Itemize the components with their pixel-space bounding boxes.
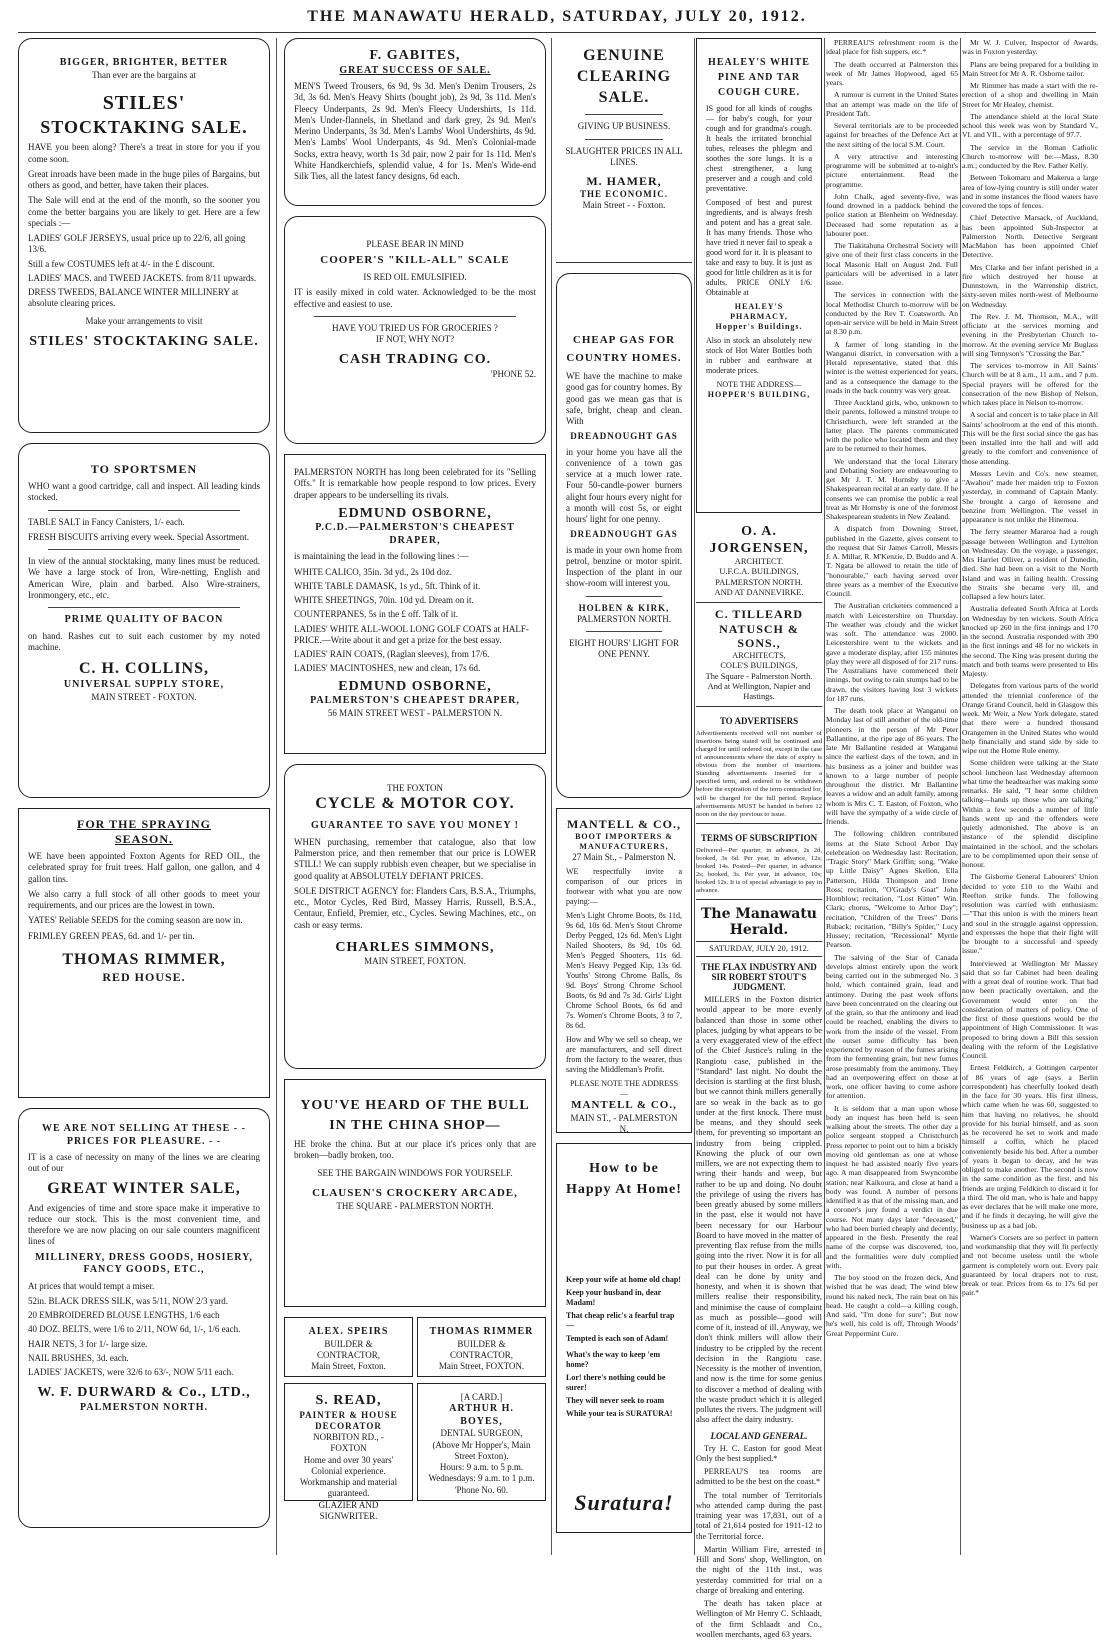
- durward-name: W. F. DURWARD & Co., LTD.,: [37, 1385, 251, 1401]
- divider: [586, 631, 662, 632]
- jorgensen-name: O. A. JORGENSEN,: [709, 524, 809, 557]
- local-news: [696, 1444, 822, 1641]
- rimmer-para: We also carry a full stock of all other goods to meet your requirements, and our prices are the lowest in town.: [28, 888, 260, 910]
- collins-name: C. H. COLLINS,: [78, 660, 210, 677]
- herald-title: The Manawatu Herald.: [701, 905, 817, 938]
- healey-para: Also in stock an absolutely new stock of Hot Water Bottles both in rubber and earthware at moderate prices.: [706, 336, 812, 375]
- news-item: The death took place at Wanganui on Monday last of still another of the old-time pioneers in the person of Mr Peter Ballantine, at the ripe age of 86 years. The late Mr Ballantine resided at Wanganui since the earliest days of the town, and in his business as a joiner and builder was known to a large number of people throughout the district. Mr Ballantine leaves a widow and an adult family, among whom is Mrs C. T. Easton, of Foxton, who will have the sympathy of a wide circle of friends.: [826, 706, 958, 826]
- simmons-para: SOLE DISTRICT AGENCY for: Flanders Cars, B.S.A., Triumphs, etc., Motor Cycles, Red Bird, Massey Harris, Russell, B.S.A., Centaur, Enfield, Premier, etc., Cycles. Sewing Machines, etc., on cash or easy terms.: [294, 885, 536, 930]
- rimmer-house: RED HOUSE.: [102, 969, 186, 984]
- simmons-para: WHEN purchasing, remember that catalogue, also that low Palmerston price, and then remember that our price is LOWER STILL! We can supply rubbish even cheaper, but we specialise in good quality at ABSOLUTELY DEFIANT PRICES.: [294, 836, 536, 881]
- column-divider: [276, 38, 277, 1555]
- mantell-para: Men's Light Chrome Boots, 8s 11d, 9s 6d, 10s 6d. Men's Stout Chrome Derby Pegged, 12s 6d. Men's Light Nailed Shooters, 8s 9d, 10s 6d. Men's Pegged Shooters, 11s 6d. Men's Heavy Pegged Kip, 13s 6d. Youths' Strong Chrome Balls, 8s 9d. Boys' Strong Chrome School Boots, 6s 9d and 7s 3d. Girls' Light Chrome School Boots, 6s 6d and 7s. Women's Chrome Boots, 3 to 7, 8s 6d.: [566, 911, 682, 1031]
- list-item: That cheap relic's a fearful trap—: [566, 1311, 675, 1330]
- gabites-advert: [284, 38, 546, 206]
- jorgensen-address: U.F.C.A. BUILDINGS, PALMERSTON NORTH.: [715, 567, 803, 587]
- boyes-name: ARTHUR H. BOYES,: [449, 1403, 514, 1427]
- rimmer-builder-trade: BUILDER & CONTRACTOR,: [449, 1338, 514, 1360]
- news-item: Three Auckland girls, who, unknown to their parents, followed a minstrel troupe to Christchurch, were left stranded at the latter place. The parents communicated with the police who located them and they are to be returned to their homes.: [826, 398, 958, 454]
- list-item: LADIES' MACINTOSHES, new and clean, 17s 6d.: [294, 663, 481, 674]
- rimmer-para: FRIMLEY GREEN PEAS, 6d. and 1/- per tin.: [28, 930, 195, 941]
- divider: [48, 607, 240, 608]
- cheap-gas-footer: EIGHT HOURS' LIGHT FOR ONE PENNY.: [568, 638, 680, 660]
- read-trade: PAINTER & HOUSE DECORATOR: [299, 1409, 398, 1431]
- article-paragraph: MILLERS in the Foxton district would appear to be more evenly balanced than those in some other places, judging by what appears to be a very exaggerated view of the effect of the Chief Justice's ruling in the Rangiotu case, published in the "Standard" last night. No doubt the decision is startling at the first blush, but we cannot think millers generally are so weak in the back as to go under at the first knock. There must be means, and they should seek them, for preventing so important an industry from being crippled. Knowing the pluck of our own millers, we are not expecting them to wring their hands and weep, but rather to be up and doing. No doubt the privilege of using the rivers has been greatly abused by some millers in the past, else it would not have been necessary for our Harbour Board to have moved in the matter of preventing flax refuse from the mills going into the river. Now it is for all to put their houses in order. A great deal can be done by unity and honesty, and when it is shown that millers realise their responsibility, and minimise the cause of complaint as much as possible—good will come of it, instead of ill. Anyway, we don't think millers will allow their industry to be crippled by the recent decision in the Rangiotu case. Necessity is the mother of invention, and now is the time for some genius to discover a method of dealing with the waste product which it is alleged pollutes the rivers. The judgment will also affect the dairy industry.: [696, 995, 822, 1425]
- hamer-address: Main Street - - Foxton.: [582, 200, 666, 211]
- speirs-address: Main Street, Foxton.: [311, 1361, 386, 1371]
- news-item: The following children contributed items at the State School Arbor Day celebration on Wednesday last: Recitation, "Tragic Story" Mark Griffin; song, "Wake up Little Daisy" Agnes Skellon, Ella Patterson, Hilda Thompson and Irene Ross; recitation, "O'Grady's Goat" John Hornblow; recitation, "Lost Kitten" Win. Clark; chorus, "Welcome to Arbor Day"; recitation, "Children of the Trees" Doris Ruback; recitation, "Billy's Spider," Lucy Hussey; recitation, "Recessional" Myrtle Pearson.: [826, 829, 958, 950]
- durward-sale-title: GREAT WINTER SALE,: [47, 1179, 241, 1197]
- divider: [585, 114, 663, 115]
- cash-trading-line: IS RED OIL EMULSIFIED.: [363, 272, 467, 282]
- durward-para: At prices that would tempt a miser.: [28, 1280, 155, 1291]
- durward-items: [28, 1296, 260, 1379]
- news-item: Ernest Feldkirch, a Gottingen carpenter of 86 years of age (says a Berlin correspondent) has cheerfully looked death in the face for 30 years. His first illness, which came when he was 60, suggested to him that having no relatives, he should provide for his burial himself, and as soon as he recovered he set to work and made himself a coffin, which he placed conveniently beside his bed. After a number of years it began to decay, and he was obliged to make another. The second is now in the same condition as the first, and his friends are urging Feldkirch to discard it for a third. The old man, who is hale and happy as ever declares that he will make one more, and if he finds it decaying, he will give the business up as a bad job.: [962, 1063, 1098, 1230]
- news-item: The Rev. J. M. Thomson, M.A., will officiate at the services morning and evening in the Presbyterian Church to-morrow. At the evening service Mr Buglass will sing Tennyson's "Crossing the Bar.": [962, 311, 1098, 358]
- cheap-gas-para: is made in your own home from petrol, benzine or motor spirit. Inspection of the plant in our show-room will interest you.: [566, 544, 682, 589]
- column-5: [826, 38, 958, 1555]
- list-item: Keep your husband in, dear Madam!: [566, 1288, 662, 1307]
- cheap-gas-heading: DREADNOUGHT GAS: [570, 529, 678, 540]
- osborne-advert: [284, 454, 546, 754]
- boyes-hours: Hours: 9 a.m. to 5 p.m. Wednesdays: 9 a.m. to 1 p.m.: [428, 1462, 535, 1484]
- list-item: LADIES' JACKETS, were 32/6 to 63/-, NOW 5/11 each.: [28, 1367, 234, 1377]
- stiles-sale-title: STOCKTAKING SALE.: [40, 116, 248, 137]
- list-item: WHITE TABLE DAMASK, 1s yd., 5ft. Think of it.: [294, 580, 481, 591]
- stiles-para: The Sale will end at the end of the month, so the sooner you come the better bargains you are likely to get. Here are a few specials :—: [28, 195, 260, 228]
- news-item: Plans are being prepared for a building in Main Street for Mr A. R. Osborne tailor.: [962, 59, 1098, 78]
- news-item: Mr Rimmer has made a start with the re-erection of a shop and dwelling in Main Street for Mr Healey, chemist.: [962, 81, 1098, 109]
- collins-store: UNIVERSAL SUPPLY STORE,: [63, 679, 225, 690]
- osborne-para: is maintaining the lead in the following lines :—: [294, 551, 469, 562]
- osborne-address: 56 MAIN STREET WEST - PALMERSTON N.: [327, 707, 503, 718]
- rimmer-builder-advert: [417, 1317, 546, 1377]
- stiles-name: STILES': [102, 91, 186, 114]
- column-2: [284, 38, 546, 1521]
- cheap-gas-title: CHEAP GAS FOR COUNTRY HOMES.: [566, 334, 682, 364]
- mantell-name: MANTELL & CO.,: [566, 817, 681, 831]
- hamer-name: M. HAMER,: [586, 174, 662, 189]
- news-item: The Tiakitahuna Orchestral Society will give one of their first class concerts in the local Masonic Hall on August 2nd. Full particulars will be advertised in a later issue.: [826, 241, 958, 287]
- osborne-name: EDMUND OSBORNE,: [338, 505, 492, 521]
- news-item: The services in connection with the local Methodist Church to-morrow will be conducted by the Rev T. Coatsworth. An open-air service will be held in Main Street at 8.30 p.m.: [826, 290, 958, 337]
- list-item: 40 DOZ. BELTS, were 1/6 to 2/11, NOW 6d, 1/-, 1/6 each.: [28, 1324, 241, 1335]
- collins-para: on hand. Rashes cut to suit each customer by my noted machine.: [28, 630, 260, 652]
- divider: [586, 596, 662, 597]
- simmons-title: CYCLE & MOTOR COY.: [315, 795, 515, 813]
- news-item: A rumour is current in the United States that an attempt was made on the life of President Taft.: [826, 90, 958, 118]
- simmons-advert: [284, 764, 546, 1069]
- leader-heading: THE FLAX INDUSTRY AND SIR ROBERT STOUT'S JUDGMENT.: [701, 962, 817, 992]
- stiles-specials: [28, 233, 260, 310]
- collins-para: WHO want a good cartridge, call and inspect. All leading kinds stocked.: [28, 481, 260, 503]
- cheap-gas-heading: DREADNOUGHT GAS: [570, 431, 678, 442]
- rimmer-name: THOMAS RIMMER,: [62, 950, 226, 968]
- clausen-advert: [284, 1079, 546, 1307]
- column-6: [962, 38, 1098, 1555]
- simmons-name: CHARLES SIMMONS,: [335, 939, 495, 955]
- boyes-phone: 'Phone No. 60.: [454, 1484, 509, 1495]
- tilleard-building: COLE'S BUILDINGS,: [720, 661, 798, 671]
- suratura-brand: Suratura!: [574, 1490, 674, 1515]
- masthead: THE MANAWATU HERALD, SATURDAY, JULY 20, 1912.: [307, 8, 807, 25]
- suratura-title: How to be Happy At Home!: [566, 1161, 682, 1197]
- read-name: S. READ,: [315, 1393, 382, 1408]
- list-item: NAIL BRUSHES, 3d. each.: [28, 1352, 129, 1363]
- suratura-verse: [566, 1275, 682, 1419]
- masthead-rule: [18, 32, 1096, 33]
- durward-advert: [18, 1108, 270, 1528]
- column-divider: [694, 38, 695, 1555]
- news-item: The salving of the Star of Canada develops almost entirely upon the work being carried out in the submerged No. 3 hold, which contained grain, lead and antimony. During the past week efforts have been concentrated on the clearing out of the grain, so that the antimony and lead could be reached, enabling the divers to work from the inside of the vessel. From the outset some difficulty has been experienced by reason of the fumes arising from the fermenting grain, but new fumes arose presumably from the antimony. They had an overpowering effect on those at work, one officer having to come ashore for attention.: [826, 952, 958, 1101]
- hamer-advert: [556, 38, 692, 263]
- list-item: While your tea is SURATURA!: [566, 1409, 673, 1418]
- mantell-name: MANTELL & CO.,: [571, 1099, 677, 1112]
- tilleard-name: C. TILLEARD NATUSCH & SONS.,: [714, 607, 804, 651]
- healey-advert: [696, 38, 822, 513]
- speirs-name: ALEX. SPEIRS: [308, 1326, 389, 1337]
- list-item: DRESS TWEEDS, BALANCE WINTER MILLINERY at absolute clearing prices.: [28, 287, 239, 309]
- leader-article: [696, 995, 822, 1426]
- osborne-items: [294, 567, 536, 675]
- list-item: What's the way to keep 'em home?: [566, 1350, 660, 1369]
- column-1: [18, 38, 270, 1538]
- news-item: PERREAU'S refreshment room is the ideal place for fish suppers, etc.*: [826, 38, 958, 57]
- cash-trading-line: PLEASE BEAR IN MIND: [366, 239, 464, 249]
- divider: [585, 139, 663, 140]
- advertisers-body: Advertisements received will not number of insertions being stated will be continued and charged for until ordered out, except in the case of announcements where the date of expiry is obvious from the number of insertions. Standing advertisements inserted for a specified term, and ordered to be withdrawn before the expiration of the term contracted for, will be charged for the full period. Replace advertisements MUST be handed in before 12 noon on the day previous to issue.: [696, 730, 822, 818]
- mantell-note: PLEASE NOTE THE ADDRESS—: [569, 1079, 679, 1099]
- news-item: The Gisborne General Labourers' Union decided to vote £10 to the Waihi and Reefton strike funds. The following resolution was carried with enthusiasm:—"That this union is with the miners heart and soul in the struggle against oppression, and expresses the hope that their fight will be brought to a successful and speedy issue.": [962, 872, 1098, 956]
- boyes-advert: [417, 1383, 546, 1501]
- gabites-name: F. GABITES,: [369, 48, 461, 63]
- news-item: Interviewed at Wellington Mr Massey said that so far Cabinet had been dealing with a great deal of routine work. That had now been practically overtaken, and the Government would enter on the consideration of matters of policy. One of the first of those questions would be the appointment of High Commissioner. It was proposed to bring down a Bill this session dealing with the reform of the Legislative Council.: [962, 958, 1098, 1060]
- news-item: The attendance shield at the local State school this week was won by Standard V., VI. and VII., with a percentage of 97.7.: [962, 111, 1098, 140]
- read-line: Workmanship and material guaranteed.: [299, 1477, 398, 1499]
- collins-advert: [18, 443, 270, 798]
- news-item: The service in the Roman Catholic Church to-morrow will be:—Mass, 8.30 a.m.; conducted by the Rev. Father Kelly.: [962, 142, 1098, 170]
- hamer-title: GENUINE CLEARING SALE.: [576, 47, 672, 106]
- tilleard-card: [696, 603, 822, 707]
- news-item: The Australian cricketers commenced a match with Leicestershire on Thursday. The weather was cloudy and the wicket was soft. The attendance was 2000. Leicestershire went to the wickets and gave a moderate display, after 155 minutes play they were all disposed of for 217 runs. The Australians have commenced their innings, but owing to rain stumps had to be drawn, the visitors having lost 3 wickets for 187 runs.: [826, 601, 958, 703]
- bacon-heading: PRIME QUALITY OF BACON: [64, 614, 224, 625]
- builders-row: [284, 1317, 546, 1377]
- cash-trading-name: CASH TRADING CO.: [338, 352, 492, 368]
- list-item: LADIES' RAIN COATS, (Raglan sleeves), from 17/6.: [294, 649, 490, 659]
- clausen-address: THE SQUARE - PALMERSTON NORTH.: [336, 1200, 494, 1211]
- news-item: The total number of Territorials who attended camp during the past training year was 17,831, out of a total of 21,614 posted for 1911-12 to the Territorial force.: [696, 1490, 822, 1541]
- mantell-trade: BOOT IMPORTERS & MANUFACTURERS,: [575, 832, 673, 851]
- durward-para: And exigencies of time and store space make it imperative to reduce our stock. This is the most convenient time, and therefore we are now placing on our sale counters magnificent lines of: [28, 1202, 260, 1247]
- subscription-title: TERMS OF SUBSCRIPTION: [700, 832, 818, 843]
- read-line: Home and over 30 years' Colonial experience.: [303, 1454, 394, 1476]
- mantell-address: 27 Main St., - Palmerston N.: [572, 852, 676, 862]
- column-divider: [960, 38, 961, 1555]
- rimmer-builder-address: Main Street, FOXTON.: [438, 1361, 525, 1371]
- news-item: Between Tokomaru and Makerua a large area of low-lying country is still under water and in some instances the flood waters have covered the tops of fences.: [962, 173, 1098, 210]
- osborne-name: EDMUND OSBORNE,: [338, 678, 492, 694]
- collins-para: In view of the annual stocktaking, many lines must be reduced. We have a large stock of Iron, Wire-netting, English and American Wire, plain and barbed. Also Wire-strainers, Ironmongery, etc., etc.: [28, 556, 260, 600]
- healey-para: IS good for all kinds of coughs — for baby's cough, for your cough and for grandma's cough. It heals the irritated bronchial tubes, releases the phlegm and soothes the sore lungs. It is a chest strengthener, a lung preserver and a cough and cold preventative.: [706, 104, 812, 193]
- list-item: COUNTERPANES, 5s in the £ off. Talk of it.: [294, 609, 458, 620]
- news-item: Messrs Levin and Co's. new steamer, "Awahou" made her maiden trip to Foxton yesterday, in command of Captain Manly. She brought a cargo of kerosene and benzine from Wellington. The vessel in appearance is not unlike the Hinemoa.: [962, 468, 1098, 524]
- list-item: LADIES' MACS. and TWEED JACKETS. from 8/11 upwards.: [28, 272, 257, 283]
- stiles-tagline: BIGGER, BRIGHTER, BETTER: [59, 57, 229, 68]
- list-item: They will never seek to roam: [566, 1396, 665, 1405]
- list-item: 20 EMBROIDERED BLOUSE LENGTHS, 1/6 each: [28, 1310, 220, 1320]
- jorgensen-address: AND AT DANNEVIRKE.: [714, 587, 804, 597]
- divider: [314, 316, 516, 317]
- boyes-card: [A CARD.]: [460, 1392, 503, 1402]
- news-item: The death occurred at Palmerston this week of Mr James Hopwood, aged 65 years.: [826, 59, 958, 87]
- stiles-para: HAVE you been along? There's a treat in store for you if you come soon.: [28, 142, 260, 164]
- mantell-advert: [556, 808, 692, 1133]
- hamer-subtitle: THE ECONOMIC.: [579, 189, 668, 200]
- tilleard-address: And at Wellington, Napier and Hastings.: [707, 681, 811, 702]
- sportsmen-title: TO SPORTSMEN: [90, 462, 198, 476]
- holben-kirk-advert: [556, 273, 692, 798]
- tilleard-address: The Square - Palmerston North.: [705, 671, 813, 681]
- jorgensen-trade: ARCHITECT.: [734, 557, 784, 567]
- osborne-subtitle: P.C.D.—PALMERSTON'S CHEAPEST DRAPER,: [315, 522, 515, 546]
- gabites-heading: GREAT SUCCESS OF SALE.: [339, 64, 491, 76]
- news-item: Mr W. J. Culver, Inspector of Awards, was in Foxton yesterday.: [962, 38, 1098, 57]
- cash-trading-advert: [284, 216, 546, 444]
- hamer-line: GIVING UP BUSINESS.: [577, 121, 671, 132]
- cash-trading-line: IF NOT, WHY NOT?: [375, 334, 455, 344]
- list-item: WHITE SHEETINGS, 70in. 10d yd. Dream on it.: [294, 595, 474, 605]
- list-item: WHITE CALICO, 35in. 3d yd., 2s 10d doz.: [294, 566, 452, 577]
- news-item: The ferry steamer Mararoa had a rough passage between Wellington and Lyttelton on Wednesday. On the voyage, a passenger, Mrs Harriet Olliver, a resident of Dunedin, died. She had been on a visit to the North Island and was in failing health. Crossing the Straits she became very ill, and collapsed a few hours later.: [962, 527, 1098, 601]
- news-item: The death has taken place at Wellington of Mr Henry C. Schlaadt, of the firm Schlaadt and Co., woollen merchants, aged 63 years.: [696, 1599, 822, 1639]
- simmons-line: THE FOXTON: [386, 783, 444, 793]
- news-item: Chief Detective Marsack, of Auckland, has been appointed Sub-Inspector at Palmerston North. Detective Sergeant MacMahon has been appointed Chief Detective.: [962, 213, 1098, 260]
- cards-row: [284, 1383, 546, 1521]
- spraying-title: SEASON.: [114, 832, 174, 846]
- list-item: Still a few COSTUMES left at 4/- in the £ discount.: [28, 258, 215, 269]
- tilleard-trade: ARCHITECTS,: [732, 651, 786, 661]
- news-item: We understand that the local Literary and Debating Society are endeavouring to get Mr J. T. M. Hornsby to give a Shakespearean recital at an early date. If he consents we can promise the public a real treat as Mr Hornsby is one of the foremost Shakespearean students in New Zealand.: [826, 456, 958, 521]
- news-item: Martin William Fire, arrested in Hill and Sons' shop, Wellington, on the night of the 11th inst., was yesterday committed for trial on a charge of breaking and entering.: [696, 1544, 822, 1595]
- cash-trading-line: HAVE YOU TRIED US FOR GROCERIES ?: [332, 322, 498, 333]
- news-item: Delegates from various parts of the world attended the triennial conference of the Orange Grand Council, held in Glasgow this week. Mr Weir, a New York delegate, stated that there were a hundred thousand Orangemen in the United States who would help financially and stand side by side to wipe out the Home Rule enemy.: [962, 681, 1098, 755]
- news-item: PERREAU'S tea rooms are admitted to be the best on the coast.*: [696, 1467, 822, 1487]
- collins-address: MAIN STREET - FOXTON.: [91, 691, 197, 702]
- clausen-para: SEE THE BARGAIN WINDOWS FOR YOURSELF.: [317, 1167, 513, 1178]
- durward-lines: MILLINERY, DRESS GOODS, HOSIERY, FANCY GOODS, ETC.,: [35, 1251, 253, 1275]
- cash-trading-line: COOPER'S "KILL-ALL" SCALE: [320, 254, 510, 267]
- boyes-trade: DENTAL SURGEON,: [440, 1428, 523, 1439]
- durward-tagline: WE ARE NOT SELLING AT THESE - - PRICES FOR PLEASURE. - -: [42, 1123, 246, 1147]
- news-item: A social and concert is to take place in All Saints' schoolroom at the end of this month. This will be the first social since the gas has been installed into the hall and will add greatly to the comfort and convenience of those attending.: [962, 410, 1098, 466]
- news-item: The services to-morrow in All Saints' Church will be at 8 a.m., 11 a.m., and 7 p.m. Special prayers will be offered for the consecration of the new Bishop of Nelson, which takes place in Nelson to-morrow.: [962, 361, 1098, 407]
- stiles-intro: Than ever are the bargains at: [91, 69, 197, 80]
- mantell-address: MAIN ST., - PALMERSTON N.: [570, 1113, 678, 1135]
- news-item: A dispatch from Downing Street, published in the Gazette, gives consent to the request that Sir James Carroll, Messrs J. A. Millar, R. M'Kenzie, D. Buddo and A. T. Ngata be allowed to retain the title of "honourable," each having served over three years as a member of the Executive Council.: [826, 524, 958, 598]
- healey-note: NOTE THE ADDRESS—: [716, 380, 802, 389]
- stiles-footer: STILES' STOCKTAKING SALE.: [29, 333, 259, 349]
- news-item: Australia defeated South Africa at Lords on Wednesday by ten wickets. South Africa knocked up 260 in the first innings and 170 in the second. Australia responded with 390 in the first innings and 48 for no wickets in the second. The King was present during the match and both teams were presented to His Majesty.: [962, 604, 1098, 678]
- news-item: Mrs Clarke and her infant perished in a fire which destroyed her house at Dunnstown, in the Warrenship district, sixty-seven miles north-west of Melbourne on Wednesday.: [962, 262, 1098, 309]
- mantell-para: WE respectfully invite a comparison of our prices in footwear with what you are now paying:—: [566, 867, 682, 907]
- hamer-line: SLAUGHTER PRICES IN ALL LINES.: [565, 145, 683, 167]
- collins-para: FRESH BISCUITS arriving every week. Special Assortment.: [28, 531, 249, 542]
- list-item: Keep your wife at home old chap!: [566, 1275, 681, 1284]
- mantell-para: How and Why we sell so cheap, we are manufacturers, and sell direct from the factory to the wearer, thus saving the Middleman's Profit.: [566, 1035, 682, 1075]
- healey-pharmacy: HEALEY'S PHARMACY,: [730, 302, 788, 321]
- simmons-guarantee: GUARANTEE TO SAVE YOU MONEY !: [310, 820, 519, 832]
- list-item: LADIES' WHITE ALL-WOOL LONG GOLF COATS at HALF-PRICE.—Write about it and get a prize for the best essay.: [294, 623, 529, 645]
- column-divider: [824, 38, 825, 1555]
- column-3: [556, 38, 692, 1543]
- news-item: A very attractive and interesting programme will be submitted at to-night's picture entertainment. Read the programme.: [826, 151, 958, 189]
- column-divider: [551, 38, 552, 1555]
- advertisers-notice: [696, 707, 822, 823]
- clausen-name: CLAUSEN'S CROCKERY ARCADE,: [312, 1186, 518, 1199]
- healey-address: HOPPER'S BUILDING,: [707, 390, 811, 399]
- suratura-advert: [556, 1143, 692, 1533]
- jorgensen-card: [696, 523, 822, 603]
- osborne-para: PALMERSTON NORTH has long been celebrated for its "Selling Offs." It is remarkable how people respond to low prices. Every draper appears to be underselling its rivals.: [294, 467, 536, 500]
- boyes-address: (Above Mr Hopper's, Main Street Foxton).: [432, 1439, 531, 1461]
- read-address: NORBITON RD., - FOXTON: [313, 1432, 384, 1454]
- list-item: Tempted is each son of Adam!: [566, 1334, 669, 1343]
- collins-para: TABLE SALT in Fancy Canisters, 1/- each.: [28, 516, 185, 527]
- rimmer-advert: [18, 808, 270, 1098]
- news-item: Several territorials are to be proceeded against for breaches of the Defence Act at the next sitting of the local S.M. Court.: [826, 121, 958, 149]
- durward-para: IT is a case of necessity on many of the lines we are clearing out of our: [28, 1152, 260, 1174]
- herald-date: SATURDAY, JULY 20, 1912.: [696, 941, 822, 957]
- read-line: GLAZIER AND SIGNWRITER.: [318, 1499, 379, 1521]
- subscription-body: Delivered—Per quarter, in advance, 2s 2d, booked, 3s 6d. Per year, in advance, 12s; booked 14s. Posted—Per quarter, in advance 2s; booked, 3s. Per year, in advance, 10s; booked 12s. It is of special advantage to pay in advance.: [696, 846, 822, 894]
- news-item: A farmer of long standing in the Wanganui district, in conversation with a Herald representative, stated that this winter is the wettest experienced for years, and as a consequence the damage to the roads in the back country was very great.: [826, 339, 958, 395]
- healey-para: Composed of best and purest ingredients, and is always fresh and potent and has a great sale. It has many friends. Those who have tried it never fail to speak a good word for it. It is pleasant to take and easy to buy. It is just as good for little children as it is for adults. PRICE ONLY 1/6. Obtainable at: [706, 198, 812, 297]
- advertisers-title: TO ADVERTISERS: [719, 716, 799, 727]
- cheap-gas-para: WE have the machine to make good gas for country homes. By good gas we mean gas that is safe, bright, cheap and clean. With: [566, 371, 682, 427]
- rimmer-para: WE have been appointed Foxton Agents for RED OIL, the celebrated spray for fruit trees. Half gallon, one gallon, and 4 gallon tins.: [28, 851, 260, 884]
- healey-building: Hopper's Buildings.: [715, 322, 803, 331]
- news-item: Some children were talking at the State school luncheon last Wednesday afternoon what time the headteacher was making some remarks. He said, "I hear some children talking—hands up those who are talking." Within a few seconds a number of little hands went up and the offenders were quietly admonished. The above is an instance of the splendid discipline maintained in the school, and the scholars are to be complimented upon their sense of honour.: [962, 758, 1098, 869]
- stiles-para: Great inroads have been made in the huge piles of Bargains, but others as good, and better, have taken their places.: [28, 168, 260, 190]
- list-item: 52in. BLACK DRESS SILK, was 5/11, NOW 2/3 yard.: [28, 1295, 228, 1306]
- cash-trading-phone: 'PHONE 52.: [490, 368, 536, 379]
- stiles-advert: [18, 38, 270, 433]
- osborne-subtitle: PALMERSTON'S CHEAPEST DRAPER,: [310, 695, 520, 706]
- holben-kirk-address: PALMERSTON NORTH.: [577, 613, 671, 624]
- read-advert: [284, 1383, 413, 1521]
- suratura-illustration: [566, 1212, 682, 1272]
- rimmer-builder-name: THOMAS RIMMER: [429, 1326, 534, 1337]
- holben-kirk-name: HOLBEN & KIRK,: [578, 602, 670, 613]
- healey-title: HEALEY'S WHITE PINE AND TAR COUGH CURE.: [708, 57, 810, 98]
- divider: [48, 549, 240, 550]
- stiles-para: Make your arrangements to visit: [85, 315, 203, 326]
- news-item: It is seldom that a man upon whose body an inquest has been held is seen walking about the streets. The other day a police sergeant stopped a Christchurch Press reporter to point out to him a briskly moving old gentleman as one at whose inquest he had assisted nearly five years ago. A man disappeared from Swyncombe station, near Kaikoura, and close at hand a body was found. A number of persons identified it as that of the missing man, and a coroner's jury found a verdict in due course. Not many days later "deceased," who had been buried cheaply and decently, appeared in the flesh. Presently the real name of the corpse was discovered, too, and the formalities were duly complied with.: [826, 1103, 958, 1270]
- news-item: Warner's Corsets are so perfect in pattern and workmanship that they will fit perfectly and not become useless until the whole garment is completely worn out. Every pair guaranteed by local drapers not to rust, break or tear. Prices from 6s to 17s 6d per pair.*: [962, 1232, 1098, 1298]
- local-heading: LOCAL AND GENERAL.: [710, 1430, 808, 1441]
- speirs-advert: [284, 1317, 413, 1377]
- gabites-body: MEN'S Tweed Trousers, 6s 9d, 9s 3d. Men's Denim Trousers, 2s 3d, 3s 6d. Men's Heavy Shirts (bought job), 2s 9d, 3s 11d. Men's Fleecy Underpants, 2s 9d. Men's Fleecy Undershirts, 1s 11d. Men's Under-flannels, in Shetland and dark grey, 2s 9d. Men's Merino Underpants, 3s 3d. Men's Lambs' Wool Undershirts, 4s 9d. Men's Lambs' Wool Underpants, 4s 9d. Men's Colonial-made Socks, extra heavy, worth 1s 3d pair, now 2 pair for 1s 11d. Men's White Handkerchiefs, splendid value, 4 for 1s. Men's Wide-end Silk Ties, all the latest fancy designs, 6d each.: [294, 81, 536, 181]
- list-item: LADIES' GOLF JERSEYS, usual price up to 22/6, all going 13/6.: [28, 233, 246, 255]
- cheap-gas-para: in your home you have all the convenience of a town gas service at a much lower rate. Four 50-candle-power burners alight four hours every night for a month will cost 5s, or eight hours' light for one penny.: [566, 446, 682, 525]
- rimmer-para: YATES' Reliable SEEDS for the coming season are now in.: [28, 915, 243, 926]
- subscription-notice: [696, 824, 822, 900]
- clausen-para: HE broke the china. But at our place it's prices only that are broken—badly broken, too.: [294, 1139, 536, 1161]
- clausen-title: YOU'VE HEARD OF THE BULL IN THE CHINA SHOP—: [300, 1098, 530, 1133]
- speirs-trade: BUILDER & CONTRACTOR,: [316, 1338, 381, 1360]
- column-4: [696, 38, 822, 1643]
- news-item: Try H. C. Easton for good Meat Only the best supplied.*: [696, 1443, 822, 1463]
- divider: [48, 510, 240, 511]
- news-item: The boy stood on the frozen deck, And wished that he was dead; The wind blew round his naked neck, The rain beat on his head. He caught a cold—a killing cough, And said, "I'm done for sure"; But now he's well, his cold is off, Through Woods' Great Peppermint Cure.: [826, 1273, 958, 1338]
- news-item: John Chalk, aged seventy-five, was found drowned in a paddock behind the police station at Blenheim on Wednesday. Deceased had some reputation as a labourer poet.: [826, 191, 958, 238]
- list-item: HAIR NETS, 3 for 1/- large size.: [28, 1338, 148, 1349]
- list-item: Lor! there's nothing could be surer!: [566, 1373, 666, 1392]
- durward-address: PALMERSTON NORTH.: [80, 1401, 208, 1413]
- simmons-address: MAIN STREET, FOXTON.: [364, 956, 466, 967]
- cash-trading-para: IT is easily mixed in cold water. Acknowledged to be the most effective and easiest to use.: [294, 287, 536, 309]
- spraying-title: FOR THE SPRAYING: [76, 817, 212, 831]
